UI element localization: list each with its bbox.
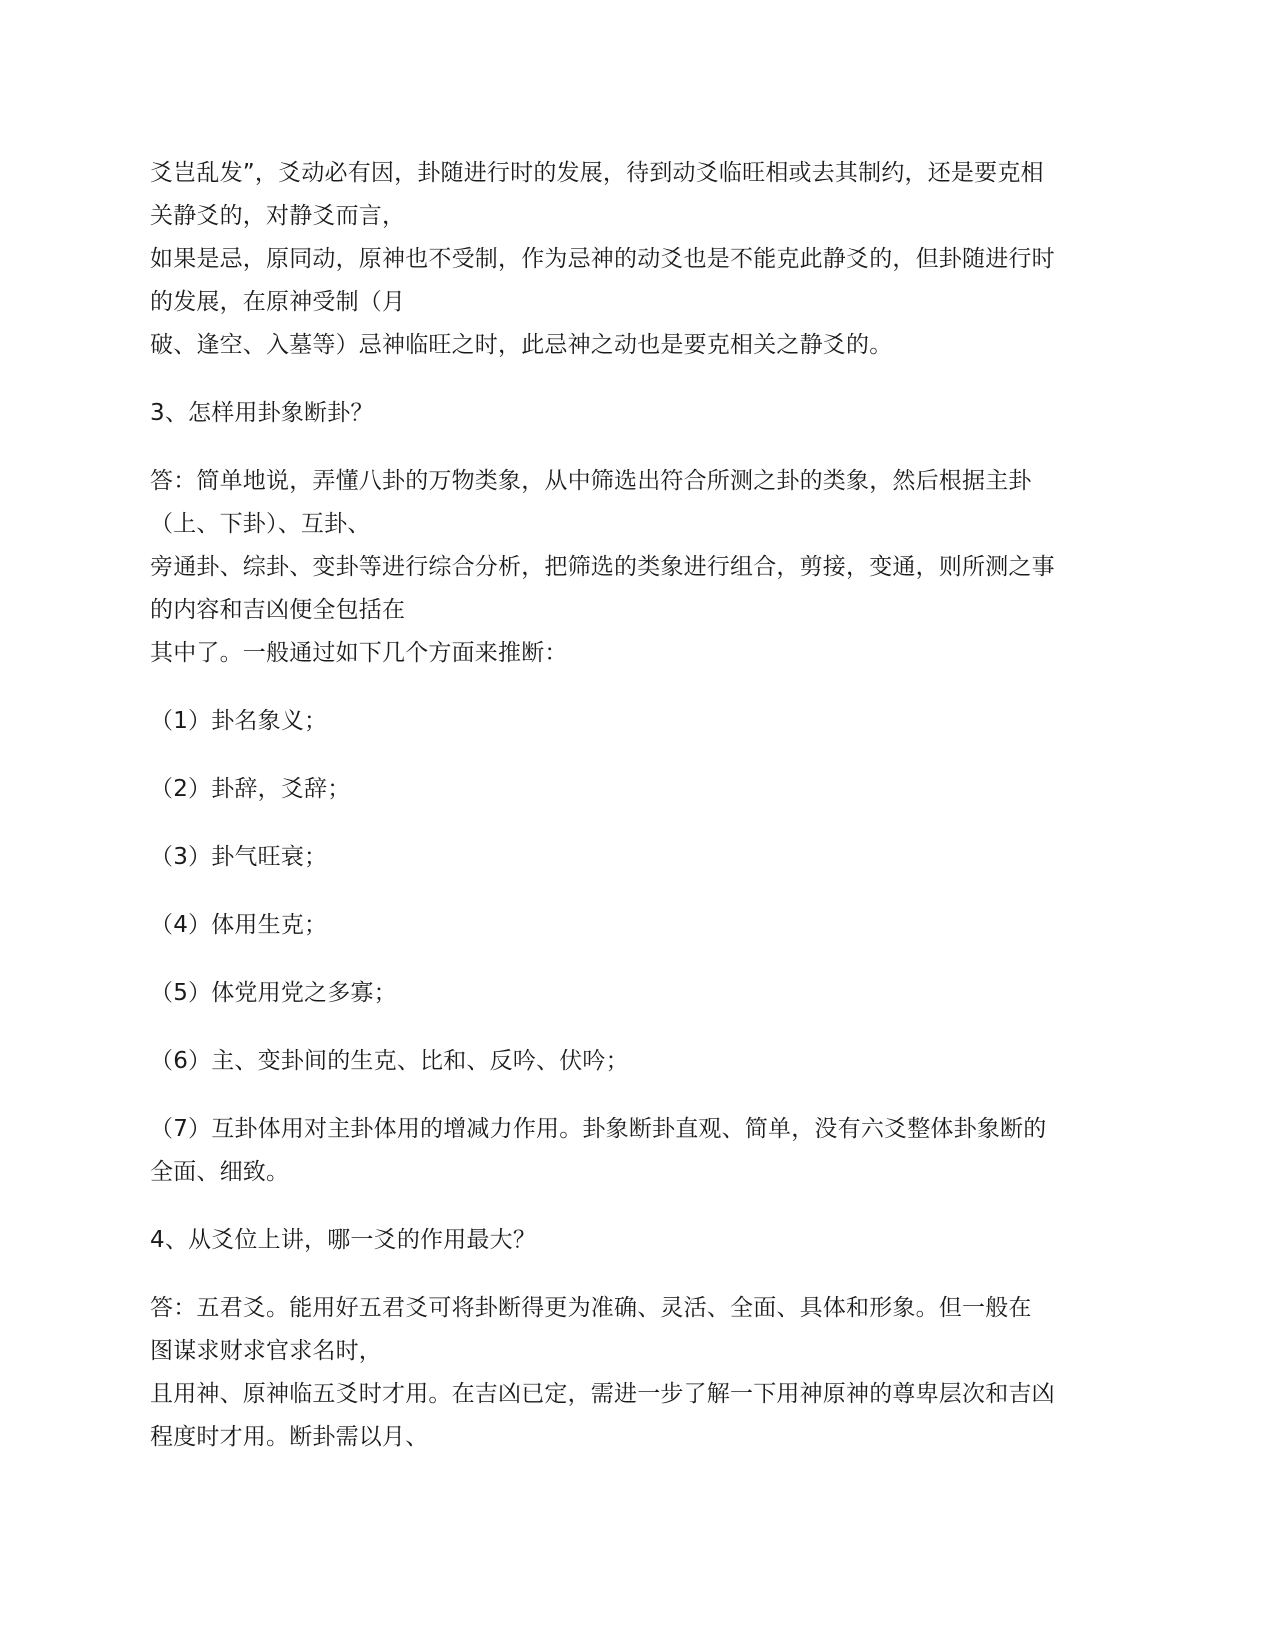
paragraph-gap	[150, 947, 1135, 972]
text-line: （3）卦气旺衰；	[150, 844, 328, 870]
text-line: （4）体用生克；	[150, 912, 328, 938]
text-line: 的发展，在原神受制（月	[150, 289, 406, 315]
text-line: 程度时才用。断卦需以月、	[150, 1424, 429, 1450]
text-line: 关静爻的，对静爻而言，	[150, 203, 406, 229]
text-line: 4、从爻位上讲，哪一爻的作用最大？	[150, 1227, 537, 1253]
text-line: （7）互卦体用对主卦体用的增减力作用。卦象断卦直观、简单，没有六爻整体卦象断的	[150, 1116, 1047, 1142]
text-line: （上、下卦）、互卦、	[150, 511, 371, 537]
text-line: （5）体党用党之多寡；	[150, 980, 397, 1006]
paragraph	[150, 904, 1135, 947]
paragraph	[150, 1108, 1135, 1194]
text-line: （2）卦辞，爻辞；	[150, 776, 351, 802]
paragraph-gap	[150, 743, 1135, 768]
paragraph	[150, 1219, 1135, 1262]
paragraph-gap	[150, 1083, 1135, 1108]
paragraph-gap	[150, 675, 1135, 700]
text-line: 3、怎样用卦象断卦？	[150, 400, 374, 426]
paragraph-gap	[150, 435, 1135, 460]
text-line: （1）卦名象义；	[150, 708, 328, 734]
paragraph	[150, 392, 1135, 435]
text-line: 且用神、原神临五爻时才用。在吉凶已定，需进一步了解一下用神原神的尊卑层次和吉凶	[150, 1381, 1055, 1407]
paragraph-gap	[150, 367, 1135, 392]
paragraph	[150, 972, 1135, 1015]
text-line: 答：简单地说，弄懂八卦的万物类象，从中筛选出符合所测之卦的类象，然后根据主卦	[150, 468, 1032, 494]
paragraph	[150, 1040, 1135, 1083]
text-line: 爻岂乱发”，爻动必有因，卦随进行时的发展，待到动爻临旺相或去其制约，还是要克相	[150, 160, 1044, 186]
text-line: 如果是忌，原同动，原神也不受制，作为忌神的动爻也是不能克此静爻的，但卦随进行时	[150, 246, 1055, 272]
text-line: 旁通卦、综卦、变卦等进行综合分析，把筛选的类象进行组合，剪接，变通，则所测之事	[150, 554, 1055, 580]
paragraph	[150, 460, 1135, 675]
text-line: 破、逢空、入墓等）忌神临旺之时，此忌神之动也是要克相关之静爻的。	[150, 332, 893, 358]
document-body	[150, 152, 1135, 1459]
text-line: 其中了。一般通过如下几个方面来推断：	[150, 640, 568, 666]
paragraph	[150, 700, 1135, 743]
paragraph	[150, 152, 1135, 367]
paragraph-gap	[150, 1015, 1135, 1040]
paragraph-gap	[150, 879, 1135, 904]
text-line: 答：五君爻。能用好五君爻可将卦断得更为准确、灵活、全面、具体和形象。但一般在	[150, 1295, 1032, 1321]
paragraph-gap	[150, 811, 1135, 836]
paragraph-gap	[150, 1194, 1135, 1219]
text-line: 全面、细致。	[150, 1159, 290, 1185]
paragraph	[150, 768, 1135, 811]
paragraph	[150, 1287, 1135, 1459]
paragraph	[150, 836, 1135, 879]
paragraph-gap	[150, 1262, 1135, 1287]
text-line: 图谋求财求官求名时，	[150, 1338, 382, 1364]
text-line: （6）主、变卦间的生克、比和、反吟、伏吟；	[150, 1048, 629, 1074]
text-line: 的内容和吉凶便全包括在	[150, 597, 406, 623]
